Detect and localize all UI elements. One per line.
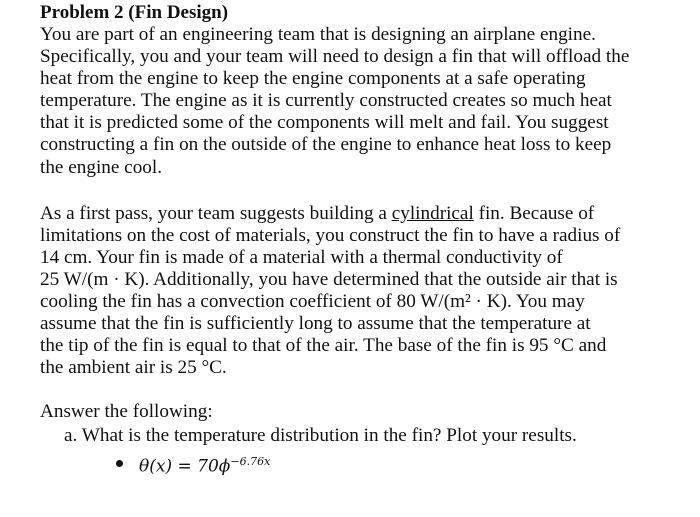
text-line: limitations on the cost of materials, you construct the fin to have a radius of bbox=[40, 224, 621, 246]
equation-base: θ(x) = 70ϕ bbox=[139, 457, 231, 478]
text-line: cooling the fin has a convection coefficient of 80 W/(m² · K). You may bbox=[40, 291, 585, 313]
text-line: 25 W/(m · K). Additionally, you have determined that the outside air that is bbox=[40, 268, 618, 290]
text-line bbox=[40, 203, 690, 225]
question-item-a: a. What is the temperature distribution in the fin? Plot your results. bbox=[64, 425, 577, 447]
text-line: assume that the fin is sufficiently long to assume that the temperature at bbox=[40, 313, 591, 335]
equation-exponent: −6.76x bbox=[230, 455, 271, 469]
text-segment: As a first pass, your team suggests building a bbox=[40, 202, 392, 224]
text-line: that it is predicted some of the components will melt and fail. You suggest bbox=[40, 112, 609, 134]
document-page bbox=[40, 2, 690, 478]
text-segment: fin. Because of bbox=[473, 202, 595, 224]
answer-bullet bbox=[116, 451, 690, 478]
text-line: heat from the engine to keep the engine components at a safe operating bbox=[40, 68, 586, 90]
answer-section bbox=[40, 401, 690, 478]
underlined-term: cylindrical bbox=[391, 202, 474, 224]
text-line: the engine cool. bbox=[40, 156, 163, 178]
text-line: constructing a fin on the outside of the engine to enhance heat loss to keep bbox=[40, 134, 612, 156]
text-line: the tip of the fin is equal to that of the air. The base of the fin is 95 °C and bbox=[40, 335, 607, 357]
text-line: temperature. The engine as it is currently constructed creates so much heat bbox=[40, 90, 612, 112]
temperature-equation bbox=[139, 451, 270, 478]
text-line: 14 cm. Your fin is made of a material with a thermal conductivity of bbox=[40, 246, 563, 268]
text-line: You are part of an engineering team that is designing an airplane engine. bbox=[40, 24, 596, 45]
problem-title: Problem 2 (Fin Design) bbox=[40, 2, 229, 23]
text-line: the ambient air is 25 °C. bbox=[40, 357, 227, 379]
text-line: Specifically, you and your team will need to design a fin that will offload the bbox=[40, 46, 630, 68]
answer-heading: Answer the following: bbox=[40, 401, 213, 423]
bullet-icon bbox=[116, 460, 123, 467]
problem-parameters-paragraph bbox=[40, 203, 690, 380]
problem-intro-paragraph bbox=[40, 24, 690, 179]
